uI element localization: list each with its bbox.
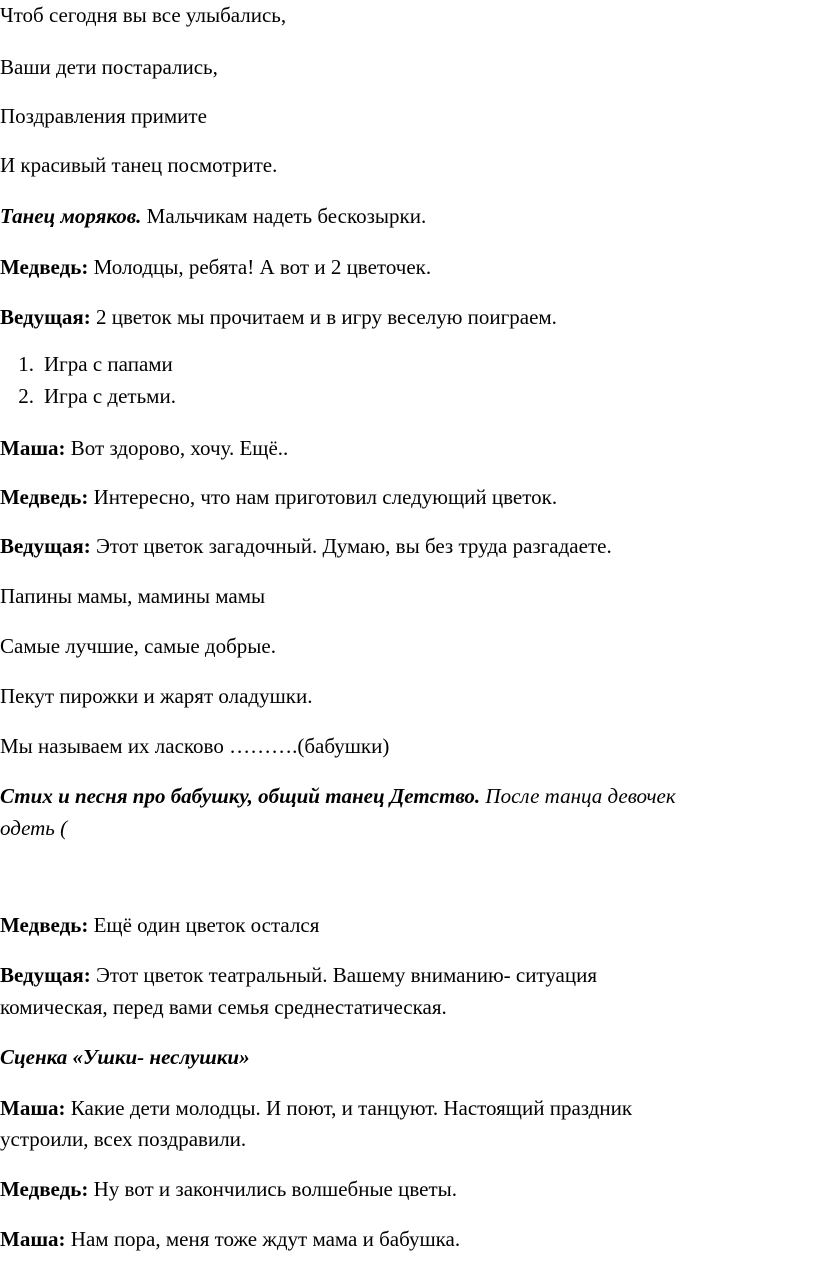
dialogue-line <box>0 1177 457 1201</box>
list-item <box>0 352 173 376</box>
speech-text: Интересно, что нам приготовил следующий цветок. <box>88 485 558 509</box>
speech-text: Молодцы, ребята! А вот и 2 цветочек. <box>88 255 432 279</box>
riddle-line-3: Пекут пирожки и жарят оладушки. <box>0 684 313 708</box>
dialogue-line <box>0 305 557 329</box>
speech-text: Вот здорово, хочу. Ещё.. <box>65 436 289 460</box>
dance-title: Танец моряков. <box>0 204 142 228</box>
dance-note: Мальчикам надеть бескозырки. <box>141 204 427 228</box>
riddle-line-2: Самые лучшие, самые добрые. <box>0 634 276 658</box>
dialogue-line <box>0 1096 632 1120</box>
speaker-name: Медведь: <box>0 1177 89 1201</box>
scene-title: Сценка «Ушки- неслушки» <box>0 1045 250 1069</box>
riddle-line-1: Папины мамы, мамины мамы <box>0 584 266 608</box>
speaker-name: Медведь: <box>0 485 89 509</box>
verse-line-3: Поздравления примите <box>0 104 207 128</box>
speech-text: Ну вот и закончились волшебные цветы. <box>88 1177 458 1201</box>
verse-line-2: Ваши дети постарались, <box>0 55 218 79</box>
speech-continuation: устроили, всех поздравили. <box>0 1127 247 1151</box>
dialogue-line <box>0 255 431 279</box>
speaker-name: Медведь: <box>0 913 89 937</box>
speaker-name: Маша: <box>0 1227 66 1251</box>
speech-continuation: комическая, перед вами семья среднестатическая. <box>0 995 447 1019</box>
poem-note: После танца девочек <box>480 784 676 808</box>
list-text: Игра с детьми. <box>44 384 176 408</box>
speech-text: Этот цветок загадочный. Думаю, вы без труда разгадаете. <box>90 534 612 558</box>
poem-note-continuation: одеть ( <box>0 816 68 840</box>
dialogue-line <box>0 436 288 460</box>
poem-title: Стих и песня про бабушку, общий танец Детство. <box>0 784 481 808</box>
dialogue-line <box>0 534 612 558</box>
list-item <box>0 384 176 408</box>
list-text: Игра с папами <box>44 352 173 376</box>
speech-text: Нам пора, меня тоже ждут мама и бабушка. <box>65 1227 461 1251</box>
speaker-name: Маша: <box>0 1096 66 1120</box>
list-number: 2. <box>18 384 34 408</box>
speaker-name: Ведущая: <box>0 305 91 329</box>
verse-line-1: Чтоб сегодня вы все улыбались, <box>0 3 287 27</box>
speaker-name: Медведь: <box>0 255 89 279</box>
verse-line-4: И красивый танец посмотрите. <box>0 153 278 177</box>
speaker-name: Ведущая: <box>0 534 91 558</box>
speech-text: Какие дети молодцы. И поют, и танцуют. Настоящий праздник <box>65 1096 633 1120</box>
poem-paragraph <box>0 784 676 808</box>
speaker-name: Маша: <box>0 436 66 460</box>
speaker-name: Ведущая: <box>0 963 91 987</box>
riddle-line-4: Мы называем их ласково ……….(бабушки) <box>0 734 390 758</box>
speech-text: Этот цветок театральный. Вашему вниманию- ситуация <box>90 963 598 987</box>
speech-text: 2 цветок мы прочитаем и в игру веселую поиграем. <box>90 305 557 329</box>
dialogue-line <box>0 913 319 937</box>
dialogue-line <box>0 1227 460 1251</box>
speech-text: Ещё один цветок остался <box>88 913 320 937</box>
dialogue-line <box>0 963 597 987</box>
dialogue-line <box>0 485 557 509</box>
dance-paragraph <box>0 204 426 228</box>
list-number: 1. <box>18 352 34 376</box>
